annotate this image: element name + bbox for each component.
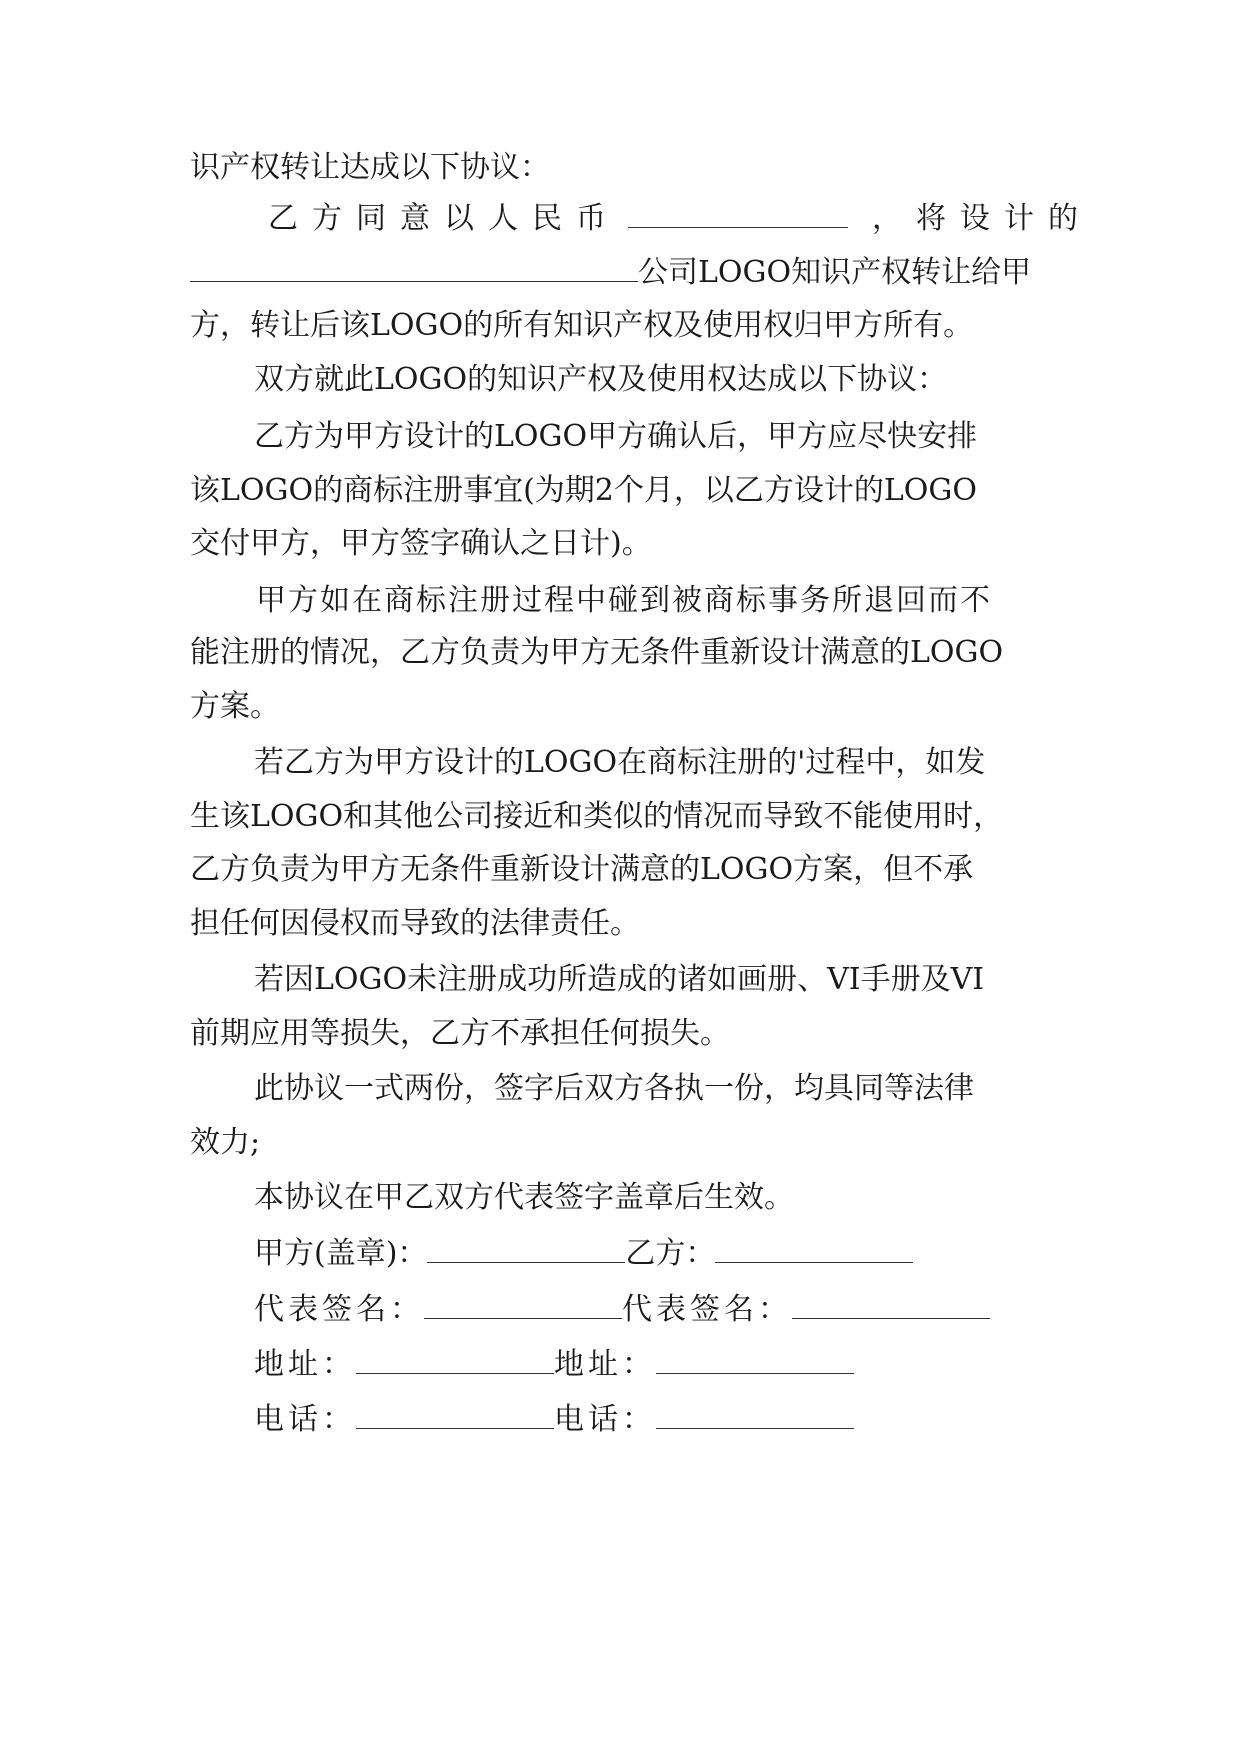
line-text: 乙方为甲方设计的LOGO甲方确认后，甲方应尽快安排 <box>254 419 978 454</box>
line-text: 乙方同意以人民币 <box>268 201 620 236</box>
paragraph-line <box>190 524 1052 564</box>
address-a-label: 地址： <box>254 1347 356 1382</box>
signature-row-phone <box>254 1400 1052 1440</box>
rep-sign-b-label: 代表签名： <box>622 1292 792 1327</box>
paragraph-line <box>190 471 1052 511</box>
line-text: 此协议一式两份，签字后双方各执一份，均具同等法律 <box>254 1071 974 1106</box>
line-text: 前期应用等损失，乙方不承担任何损失。 <box>190 1016 730 1051</box>
line-text: 识产权转让达成以下协议： <box>190 150 550 185</box>
line-text: ，将设计的 <box>872 201 1092 236</box>
line-text: 甲方如在商标注册过程中碰到被商标事务所退回而不 <box>256 583 992 618</box>
party-a-seal-blank <box>427 1234 625 1263</box>
line-text: 生该LOGO和其他公司接近和类似的情况而导致不能使用时， <box>190 799 1004 834</box>
line-text: 担任何因侵权而导致的法律责任。 <box>190 906 640 941</box>
address-b-label: 地址： <box>554 1347 656 1382</box>
paragraph-line <box>254 360 1052 400</box>
amount-blank <box>628 199 848 228</box>
signature-row-address <box>254 1345 1052 1385</box>
line-text: 双方就此LOGO的知识产权及使用权达成以下协议： <box>254 362 948 397</box>
paragraph-line <box>190 148 1052 188</box>
phone-a-blank <box>356 1400 554 1429</box>
paragraph-line <box>268 199 1092 239</box>
line-text: 方，转让后该LOGO的所有知识产权及使用权归甲方所有。 <box>190 308 974 343</box>
line-text: 方案。 <box>190 689 280 724</box>
paragraph-line <box>190 253 1052 293</box>
paragraph-line <box>256 581 1052 621</box>
line-text: 能注册的情况，乙方负责为甲方无条件重新设计满意的LOGO <box>190 635 1004 670</box>
line-text: 交付甲方，甲方签字确认之日计)。 <box>190 526 652 561</box>
rep-sign-a-label: 代表签名： <box>254 1292 424 1327</box>
paragraph-line <box>254 417 1052 457</box>
paragraph-line <box>190 850 1052 890</box>
address-b-blank <box>656 1345 854 1374</box>
line-text: 若乙方为甲方设计的LOGO在商标注册的'过程中，如发 <box>254 745 986 780</box>
party-b-blank <box>715 1234 913 1263</box>
line-text: 公司LOGO知识产权转让给甲 <box>638 255 1032 290</box>
paragraph-line <box>190 1123 1052 1163</box>
phone-a-label: 电话： <box>254 1402 356 1437</box>
party-a-seal-label: 甲方(盖章)： <box>254 1236 428 1271</box>
rep-sign-b-blank <box>792 1290 990 1319</box>
signature-row-seal <box>254 1234 1052 1274</box>
line-text: 本协议在甲乙双方代表签字盖章后生效。 <box>254 1180 794 1215</box>
paragraph-line <box>190 1014 1052 1054</box>
phone-b-label: 电话： <box>554 1402 656 1437</box>
paragraph-line <box>190 687 1052 727</box>
phone-b-blank <box>656 1400 854 1429</box>
line-text: 该LOGO的商标注册事宜(为期2个月，以乙方设计的LOGO <box>190 473 977 508</box>
company-blank <box>190 253 638 282</box>
line-text: 若因LOGO未注册成功所造成的诸如画册、VI手册及VI <box>254 962 985 997</box>
party-b-label: 乙方： <box>625 1236 716 1271</box>
paragraph-line <box>190 904 1052 944</box>
paragraph-line <box>254 1069 1052 1109</box>
paragraph-line <box>254 743 1052 783</box>
paragraph-line <box>254 1178 1052 1218</box>
paragraph-line <box>190 797 1052 837</box>
address-a-blank <box>356 1345 554 1374</box>
rep-sign-a-blank <box>424 1290 622 1319</box>
signature-row-rep <box>254 1290 1052 1330</box>
line-text: 乙方负责为甲方无条件重新设计满意的LOGO方案，但不承 <box>190 852 974 887</box>
line-text: 效力; <box>190 1125 261 1160</box>
paragraph-line <box>190 633 1052 673</box>
paragraph-line <box>190 306 1052 346</box>
paragraph-line <box>254 960 1052 1000</box>
